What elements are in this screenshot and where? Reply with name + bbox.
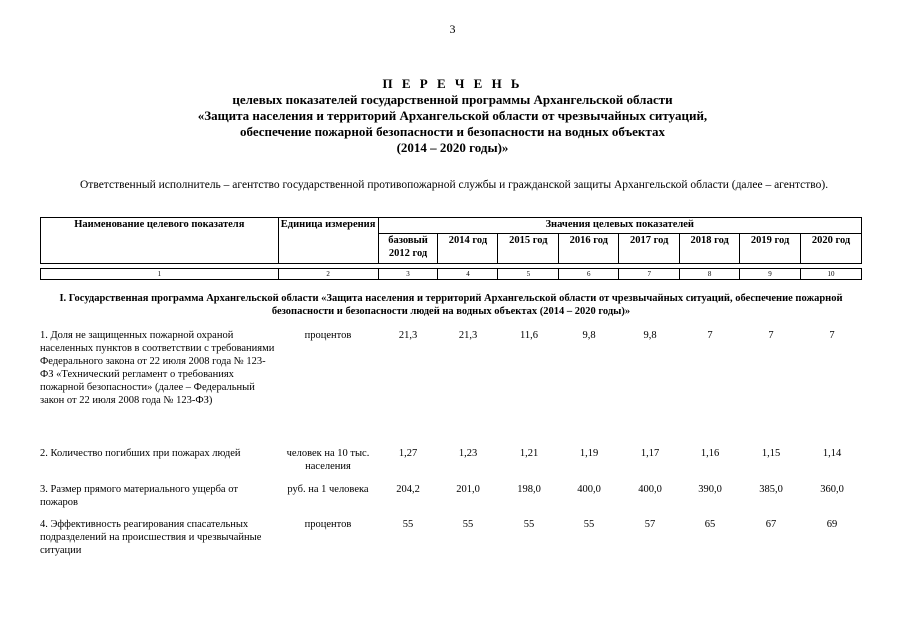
header-year: базовый 2012 год [378, 234, 438, 264]
indicator-unit: человек на 10 тыс. населения [286, 448, 370, 472]
header-year: 2017 год [619, 234, 680, 264]
header-indicator-name: Наименование целевого показателя [41, 218, 279, 264]
column-number: 1 [41, 269, 279, 280]
header-year: 2019 год [740, 234, 801, 264]
value-cell: 65 [704, 519, 716, 530]
column-number: 5 [498, 269, 559, 280]
section-title: I. Государственная программа Архангельской области «Защита населения и территорий Архангельской области от чрезвычайных ситуаций, обеспечение пожарной безопасности и безопасности людей на водных объектах (2014 – 2020 годы)» [59, 293, 843, 317]
title-line-4: обеспечение пожарной безопасности и безопасности на водных объектах [240, 124, 665, 139]
column-number: 9 [740, 269, 801, 280]
value-cell: 1,21 [519, 448, 539, 459]
value-cell: 360,0 [820, 484, 844, 495]
header-unit: Единица измерения [278, 218, 378, 264]
header-year: 2016 год [559, 234, 619, 264]
value-cell: 69 [826, 519, 838, 530]
value-cell: 1,27 [398, 448, 418, 459]
value-cell: 7 [829, 330, 835, 341]
value-cell: 55 [523, 519, 535, 530]
column-number: 8 [680, 269, 740, 280]
header-year: 2014 год [438, 234, 498, 264]
column-number: 10 [801, 269, 862, 280]
value-cell: 201,0 [456, 484, 480, 495]
indicator-name: 3. Размер прямого материального ущерба от пожаров [40, 484, 238, 508]
value-cell: 55 [583, 519, 595, 530]
value-cell: 9,8 [643, 330, 657, 341]
value-cell: 57 [644, 519, 656, 530]
value-cell: 1,17 [640, 448, 660, 459]
page-number: 3 [449, 22, 456, 36]
value-cell: 55 [462, 519, 474, 530]
indicator-unit: руб. на 1 человека [287, 484, 369, 495]
value-cell: 9,8 [582, 330, 596, 341]
value-cell: 390,0 [698, 484, 722, 495]
header-year: 2015 год [498, 234, 559, 264]
value-cell: 67 [765, 519, 777, 530]
header-target-values: Значения целевых показателей [378, 218, 861, 234]
indicator-unit: процентов [304, 330, 352, 341]
value-cell: 1,16 [700, 448, 720, 459]
value-cell: 21,3 [458, 330, 478, 341]
header-year: 2020 год [801, 234, 862, 264]
value-cell: 204,2 [396, 484, 420, 495]
value-cell: 21,3 [398, 330, 418, 341]
header-year: 2018 год [680, 234, 740, 264]
column-number: 7 [619, 269, 680, 280]
indicator-name: 1. Доля не защищенных пожарной охраной населенных пунктов в соответствии с требованиями Федерального закона от 22 июля 2008 года № 123-ФЗ «Технический регламент о требованиях пожарной безопасности» (далее – Федеральный закон от 22 июля 2008 года № 123-ФЗ) [40, 330, 275, 406]
value-cell: 385,0 [759, 484, 783, 495]
value-cell: 1,15 [761, 448, 781, 459]
value-cell: 1,19 [579, 448, 599, 459]
title-line-5: (2014 – 2020 годы)» [396, 140, 509, 155]
value-cell: 400,0 [577, 484, 601, 495]
value-cell: 1,14 [822, 448, 842, 459]
value-cell: 55 [402, 519, 414, 530]
column-number: 2 [278, 269, 378, 280]
title-heading: П Е Р Е Ч Е Н Ь [382, 76, 523, 91]
value-cell: 1,23 [458, 448, 478, 459]
column-number: 6 [559, 269, 619, 280]
indicators-table-header [40, 217, 862, 280]
value-cell: 11,6 [520, 330, 538, 341]
title-line-2: целевых показателей государственной программы Архангельской области [232, 92, 673, 107]
document-title [0, 76, 905, 156]
value-cell: 7 [768, 330, 774, 341]
indicator-name: 2. Количество погибших при пожарах людей [40, 448, 241, 459]
value-cell: 7 [707, 330, 713, 341]
responsible-executor-text: Ответственный исполнитель – агентство государственной противопожарной службы и гражданской защиты Архангельской области (далее – агентство). [80, 179, 829, 191]
title-line-3: «Защита населения и территорий Архангельской области от чрезвычайных ситуаций, [197, 108, 708, 123]
indicator-unit: процентов [304, 519, 352, 530]
column-number: 4 [438, 269, 498, 280]
column-number: 3 [378, 269, 438, 280]
value-cell: 198,0 [517, 484, 541, 495]
indicator-name: 4. Эффективность реагирования спасательных подразделений на происшествия и чрезвычайные ситуации [40, 519, 262, 556]
value-cell: 400,0 [638, 484, 662, 495]
